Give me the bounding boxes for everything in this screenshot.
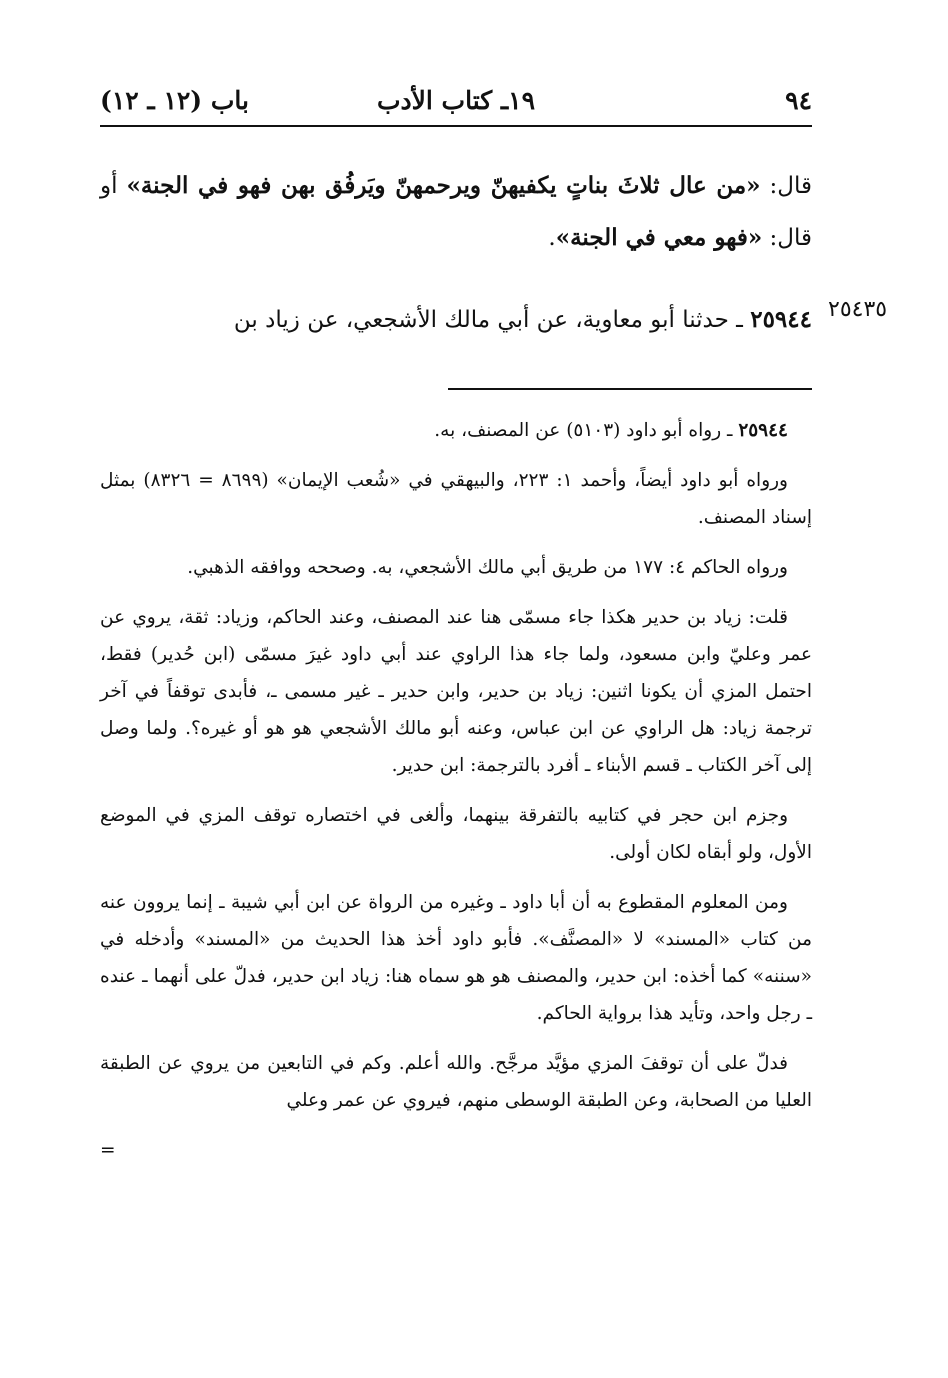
- footnote-rule: [448, 388, 812, 390]
- continuation-mark: =: [100, 1140, 116, 1161]
- footnote-paragraph-6: ومن المعلوم المقطوع به أن أبا داود ـ وغيره من الرواة عن ابن أبي شيبة ـ إنما يروون عنه من كتاب «المسند» لا «المصنَّف». فأبو داود أخذ هذا الحديث من «المسند» وأدخله في «سننه» كما أخذه: ابن حدير، والمصنف هو هو سماه هنا: زياد ابن حدير، فدلّ على أنهما ـ عنده ـ رجل واحد، وتأيد هذا برواية الحاكم.: [100, 892, 812, 1024]
- hadith-text: ـ حدثنا أبو معاوية، عن أبي مالك الأشجعي، عن زياد بن: [233, 307, 751, 333]
- line1-prefix: قال:: [760, 173, 812, 199]
- footnote-text-1: ـ رواه أبو داود (٥١٠٣) عن المصنف، به.: [434, 420, 739, 441]
- running-header: [100, 82, 812, 122]
- footnote-number: ٢٥٩٤٤: [738, 420, 788, 441]
- footnote-paragraph-7: فدلّ على أن توقفَ المزي مؤيَّد مرجَّح. والله أعلم. وكم في التابعين من يروي عن الطبقة العليا من الصحابة، وعن الطبقة الوسطى منهم، فيروي عن عمر وعلي: [100, 1053, 812, 1111]
- chapter-label: باب (١٢ ـ ١٢): [100, 86, 249, 115]
- prophetic-quote-1: «من عال ثلاثَ بناتٍ يكفيهنّ ويرحمهنّ ويَرفُق بهن فهو في الجنة»: [126, 172, 761, 199]
- footnote-paragraph-3: ورواه الحاكم ٤: ١٧٧ من طريق أبي مالك الأشجعي، به. وصححه ووافقه الذهبي.: [187, 557, 788, 578]
- prophetic-quote-2: «فهو معي في الجنة»: [555, 224, 763, 251]
- footnote-paragraph-5: وجزم ابن حجر في كتابيه بالتفرقة بينهما، وألغى في اختصاره توقف المزي في الموضع الأول، ولو أبقاه لكان أولى.: [100, 805, 812, 863]
- footnotes: [100, 412, 812, 1169]
- header-rule: [100, 125, 812, 127]
- line1-suffix: أو قال:: [100, 173, 812, 251]
- hadith-number: ٢٥٩٤٤: [750, 306, 812, 333]
- footnote-paragraph-4: قلت: زياد بن حدير هكذا جاء مسمّى هنا عند المصنف، وعند الحاكم، وزياد: ثقة، يروي عن عمر وعليّ وابن مسعود، ولما جاء هذا الراوي عند أبي داود غيرَ مسمّى (ابن حُدير) فقط، احتمل المزي أن يكونا اثنين: زياد بن حدير، وابن حدير ـ غير مسمى ـ، فأبدى توقفاً في آخر ترجمة زياد: هل الراوي عن ابن عباس، وعنه أبو مالك الأشجعي هو هو أو غيره؟. ولما وصل إلى آخر الكتاب ـ قسم الأبناء ـ أفرد بالترجمة: ابن حدير.: [100, 607, 812, 776]
- main-text: [100, 160, 812, 346]
- hadith-ending-paragraph: [100, 160, 812, 264]
- footnote-paragraph-2: ورواه أبو داود أيضاً، وأحمد ١: ٢٢٣، والبيهقي في «شُعب الإيمان» (٨٦٩٩ = ٨٣٢٦) بمثل إسناد المصنف.: [100, 470, 812, 528]
- line2-suffix: .: [548, 225, 556, 251]
- hadith-paragraph: [100, 294, 812, 346]
- page-number: ٩٤: [785, 86, 812, 115]
- book-title: ١٩ـ كتاب الأدب: [376, 86, 536, 115]
- footnote-paragraph-1: [100, 412, 812, 449]
- margin-cross-reference-number: ٢٥٤٣٥: [828, 297, 888, 322]
